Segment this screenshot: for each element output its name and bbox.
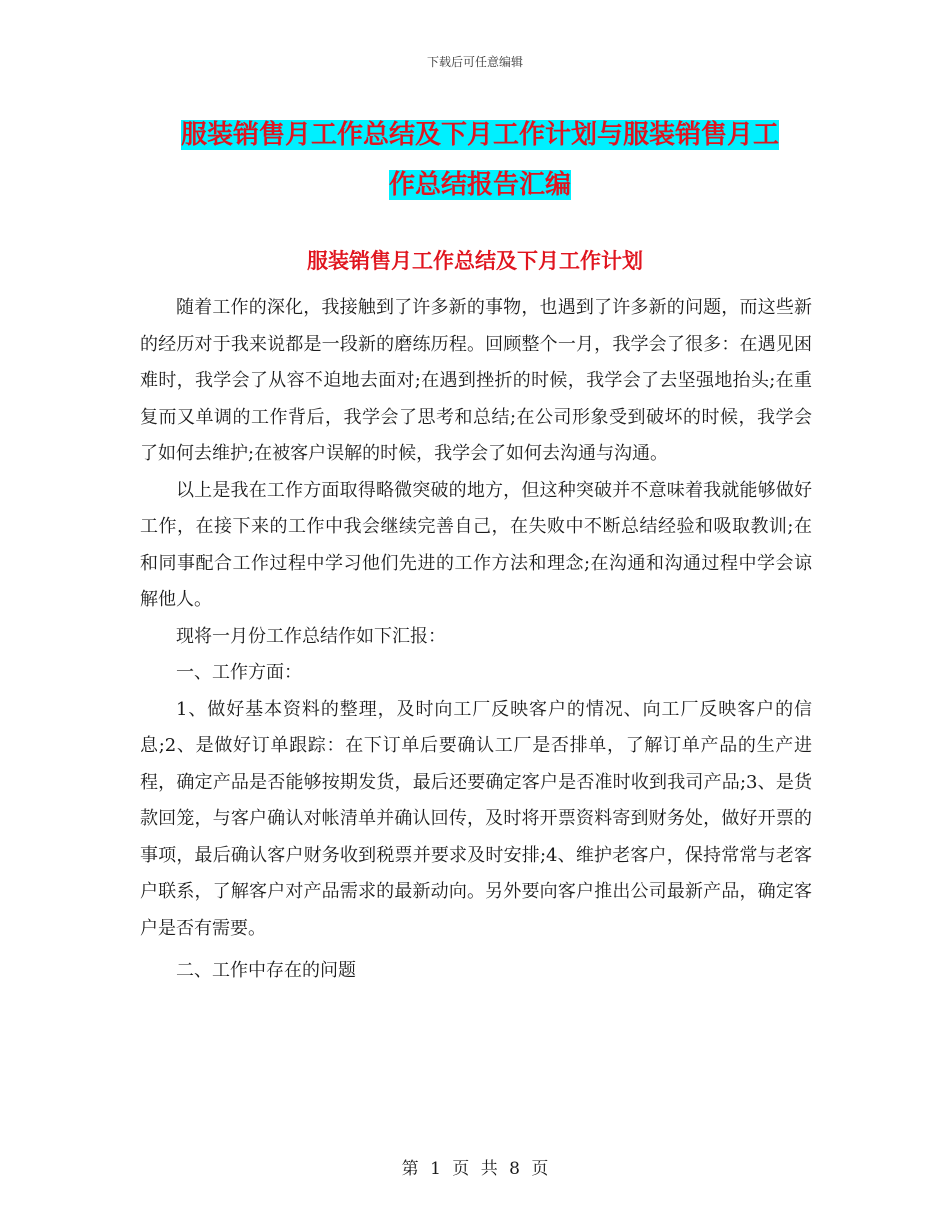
- document-title-line-1: 服装销售月工作总结及下月工作计划与服装销售月工: [180, 120, 779, 150]
- paragraph-2: 以上是我在工作方面取得略微突破的地方，但这种突破并不意味着我就能够做好工作，在接下来的工作中我会继续完善自己，在失败中不断总结经验和吸取教训;在和同事配合工作过程中学习他们先进的工作方法和理念;在沟通和沟通过程中学会谅解他人。: [140, 479, 812, 610]
- document-title: [140, 110, 820, 210]
- header-note: 下载后可任意编辑: [426, 55, 523, 69]
- section-title: 服装销售月工作总结及下月工作计划: [307, 249, 643, 273]
- paragraph-6: 二、工作中存在的问题: [176, 960, 356, 981]
- document-title-line-2: 作总结报告汇编: [388, 170, 571, 200]
- page-number-footer: 第 1 页 共 8 页: [401, 1159, 549, 1179]
- paragraph-3: 现将一月份工作总结作如下汇报：: [176, 625, 446, 647]
- paragraph-1: 随着工作的深化，我接触到了许多新的事物，也遇到了许多新的问题，而这些新的经历对于我来说都是一段新的磨练历程。回顾整个一月，我学会了很多：在遇见困难时，我学会了从容不迫地去面对;在遇到挫折的时候，我学会了去坚强地抬头;在重复而又单调的工作背后，我学会了思考和总结;在公司形象受到破坏的时候，我学会了如何去维护;在被客户误解的时候，我学会了如何去沟通与沟通。: [140, 297, 812, 464]
- paragraph-5: 1、做好基本资料的整理，及时向工厂反映客户的情况、向工厂反映客户的信息;2、是做好订单跟踪：在下订单后要确认工厂是否排单，了解订单产品的生产进程，确定产品是否能够按期发货，最后还要确定客户是否准时收到我司产品;3、是货款回笼，与客户确认对帐清单并确认回传，及时将开票资料寄到财务处，做好开票的事项，最后确认客户财务收到税票并要求及时安排;4、维护老客户，保持常常与老客户联系，了解客户对产品需求的最新动向。另外要向客户推出公司最新产品，确定客户是否有需要。: [140, 698, 812, 939]
- document-body: [140, 290, 812, 990]
- paragraph-4: 一、工作方面：: [176, 662, 302, 683]
